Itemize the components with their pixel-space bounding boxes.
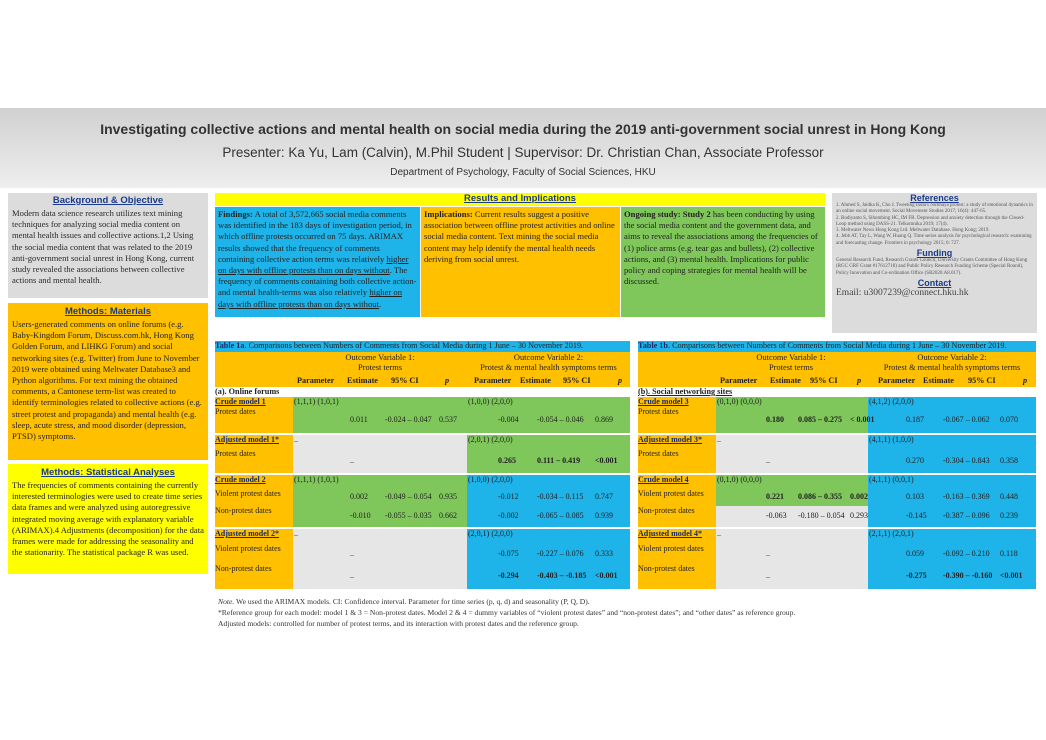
- contact-heading: Contact: [917, 277, 952, 288]
- outcome-2-sub: Protest & mental health symptoms terms: [480, 363, 617, 372]
- table-1a: [215, 341, 630, 591]
- row-label: Protest dates: [638, 449, 716, 473]
- outcome-1-cell: [716, 544, 868, 564]
- outcome-2-label: Outcome Variable 2:: [513, 353, 584, 362]
- model-label: Crude model 1: [215, 397, 293, 407]
- parameter-1: ..: [717, 529, 721, 538]
- p-value-2: 0.070: [1000, 415, 1018, 424]
- estimate-1: ..: [766, 549, 770, 558]
- ci-1: -0.049 – 0.054: [385, 492, 432, 501]
- row-label: Violent protest dates: [638, 489, 716, 506]
- row-label: Non-protest dates: [215, 506, 293, 527]
- parameter-2: (4,1,1) (0,0,1): [869, 475, 914, 484]
- column-header: p: [618, 376, 623, 385]
- estimate-2: 0.187: [906, 415, 924, 424]
- outcome-2-sub: Protest & mental health symptoms terms: [883, 363, 1021, 372]
- estimate-2: 0.059: [906, 549, 924, 558]
- p-value-1: 0.537: [439, 415, 457, 424]
- outcome-1-label: Outcome Variable 1:: [345, 353, 415, 362]
- model-label: Adjusted model 2*: [215, 529, 293, 544]
- outcome-header: [638, 352, 1036, 387]
- ci-1: -0.180 – 0.054: [798, 511, 845, 520]
- analyses-text: The frequencies of comments containing the currently interested terminologies were used to create time series data frames and were analyzed using autoregressive integrated moving average with explanatory variable (ARIMAX).4 Adjustments (decomposition) for the data frames were made for addressing the seasonality and the stationarity. The statistical package R was used.: [12, 480, 204, 558]
- ci-2: -0.163 – 0.369: [943, 492, 990, 501]
- background-section: [8, 193, 208, 298]
- parameter-1: ..: [717, 435, 721, 444]
- estimate-2: -0.004: [498, 415, 519, 424]
- outcome-1-cell: [716, 449, 868, 473]
- implications-box: [421, 207, 620, 317]
- model-label: Adjusted model 3*: [638, 435, 716, 449]
- ongoing-box: [621, 207, 825, 317]
- section-label: (a). Online forums: [215, 387, 630, 397]
- column-header: Estimate: [520, 376, 551, 385]
- estimate-2: -0.075: [498, 549, 519, 558]
- column-header: Parameter: [474, 376, 512, 385]
- ci-1: 0.086 – 0.355: [798, 492, 842, 501]
- outcome-1-cell: [293, 435, 467, 449]
- department-line: Department of Psychology, Faculty of Social Sciences, HKU: [390, 167, 656, 178]
- outcome-1-cell: [293, 529, 467, 544]
- parameter-1: ..: [294, 529, 298, 538]
- p-value-2: 0.869: [595, 415, 613, 424]
- ongoing-study: Study 2: [682, 209, 711, 219]
- column-header: 95% CI: [810, 376, 838, 385]
- outcome-header: [215, 352, 630, 387]
- column-header: p: [857, 376, 862, 385]
- estimate-2: 0.103: [906, 492, 924, 501]
- table-caption-text: . Comparisons between Numbers of Comments from Social Media during 1 June – 30 November 2019.: [667, 341, 1007, 350]
- materials-heading: Methods: Materials: [64, 306, 152, 317]
- contact-email[interactable]: Email: u3007239@connect.hku.hk: [836, 287, 969, 298]
- outcome-1-cell: [716, 564, 868, 589]
- parameter-2: (4,1,1) (1,0,0): [869, 435, 914, 444]
- p-value-1: 0.935: [439, 492, 457, 501]
- p-value-2: 0.448: [1000, 492, 1018, 501]
- note-label: Note.: [218, 597, 235, 606]
- p-value-2: 0.239: [1000, 511, 1018, 520]
- estimate-1: -0.010: [350, 511, 371, 520]
- row-label: Protest dates: [215, 407, 293, 433]
- ci-2: -0.387 – 0.096: [943, 511, 990, 520]
- findings-box: [215, 207, 420, 317]
- ci-2: -0.390 – -0.160: [943, 571, 993, 580]
- table-caption-text: . Comparisons between Numbers of Comments from Social Media during 1 June – 30 November 2019.: [244, 341, 584, 350]
- column-header: p: [445, 376, 450, 385]
- background-heading: Background & Objective: [52, 195, 164, 206]
- materials-section: [8, 303, 208, 460]
- implications-label: Implications:: [424, 209, 473, 219]
- p-value-2: <0.001: [595, 571, 618, 580]
- parameter-2: (1,0,0) (2,0,0): [468, 475, 513, 484]
- estimate-2: 0.270: [906, 456, 924, 465]
- column-header: Parameter: [878, 376, 916, 385]
- background-text: Modern data science research utilizes text mining techniques for analyzing social media content on mental health issues and collective actions.1,2 Using the social media content that was related to the 2019 anti-government social unrest in Hong Kong, current study revealed the associations between collective actions and mental health.: [12, 208, 195, 286]
- ci-2: -0.227 – 0.076: [537, 549, 584, 558]
- estimate-2: 0.265: [498, 456, 516, 465]
- findings-underline-1: higher on days with offline protests than on days without: [218, 253, 409, 276]
- analyses-heading: Methods: Statistical Analyses: [41, 467, 175, 478]
- estimate-1: -0.063: [766, 511, 787, 520]
- column-header: Parameter: [720, 376, 758, 385]
- p-value-2: 0.333: [595, 549, 613, 558]
- p-value-2: 0.747: [595, 492, 613, 501]
- results-header-bar: [215, 193, 825, 206]
- p-value-1: < 0.001: [850, 415, 875, 424]
- outcome-1-cell: [293, 544, 467, 564]
- outcome-1-cell: [716, 407, 868, 433]
- p-value-2: 0.358: [1000, 456, 1018, 465]
- row-label: Protest dates: [215, 449, 293, 473]
- model-label: Adjusted model 4*: [638, 529, 716, 544]
- outcome-1-label: Outcome Variable 1:: [756, 353, 826, 362]
- parameter-2: (2,0,1) (2,0,0): [468, 529, 513, 538]
- note-line: [218, 596, 1038, 607]
- table-caption: [638, 341, 1036, 352]
- estimate-1: 0.221: [766, 492, 784, 501]
- findings-end: .: [378, 298, 382, 309]
- ongoing-label: Ongoing study:: [624, 209, 681, 219]
- estimate-1: 0.002: [350, 492, 368, 501]
- ci-2: -0.067 – 0.062: [943, 415, 990, 424]
- ci-2: -0.403 – -0.185: [537, 571, 587, 580]
- analyses-section: [8, 464, 208, 574]
- ci-2: 0.111 – 0.419: [537, 456, 581, 465]
- parameter-1: ..: [294, 435, 298, 444]
- estimate-1: ..: [766, 571, 770, 580]
- ci-1: -0.024 – 0.047: [385, 415, 432, 424]
- ci-1: 0.085 – 0.275: [798, 415, 842, 424]
- p-value-1: 0.293: [850, 511, 868, 520]
- parameter-1: (0,1,0) (0,0,0): [717, 475, 762, 484]
- estimate-1: ..: [766, 456, 770, 465]
- ci-2: -0.304 – 0.843: [943, 456, 990, 465]
- row-label: Non-protest dates: [638, 506, 716, 527]
- reference-item: 4. Jebb AT, Tay L, Wang W, Huang Q. Time series analysis for psychological research: examining and forecasting change. Frontiers in psychology 2015; 6: 727.: [836, 234, 1032, 246]
- column-header: p: [1023, 376, 1028, 385]
- section-label: (b). Social networking sites: [638, 387, 1036, 397]
- row-label: Violent protest dates: [215, 544, 293, 564]
- column-header: Estimate: [347, 376, 378, 385]
- references-list: [836, 203, 1033, 247]
- results-heading: Results and Implications: [464, 193, 576, 204]
- table-caption: [215, 341, 630, 352]
- ci-2: -0.034 – 0.115: [537, 492, 584, 501]
- model-label: Crude model 4: [638, 475, 716, 489]
- p-value-1: 0.002: [850, 492, 868, 501]
- funding-text: General Research Fund, Research Grants Council, University Grants Committee of Hong Kong (RGC GRF Grant #17612718) and Public Policy Research Funding Scheme (Special Round), Policy Innovation and Co-ordination Office (SR2020.A8.017).: [836, 258, 1028, 276]
- presenter-line: Presenter: Ka Yu, Lam (Calvin), M.Phil Student | Supervisor: Dr. Christian Chan, Associate Professor: [222, 145, 824, 160]
- table-caption-bold: Table 1a: [215, 341, 245, 350]
- reference-item: 1. Ahmed S, Jaidka K, Cho J. Tweeting India's Nirbhaya protest: a study of emotional dynamics in an online social movement. Social Movement Studies 2017; 16(4): 447-65.: [836, 203, 1033, 215]
- outcome-1-cell: [716, 435, 868, 449]
- column-header: 95% CI: [391, 376, 419, 385]
- row-label: Violent protest dates: [215, 489, 293, 506]
- outcome-1-cell: [293, 449, 467, 473]
- reference-group-note: *Reference group for each model: model 1 & 3 = Non-protest dates. Model 2 & 4 = dummy variables of “violent protest dates” and “non-protest dates”; and “other dates” as reference group.: [218, 608, 796, 617]
- column-header: 95% CI: [563, 376, 591, 385]
- estimate-2: -0.012: [498, 492, 519, 501]
- parameter-1: (0,1,0) (0,0,0): [717, 397, 762, 406]
- table-caption-bold: Table 1b: [638, 341, 668, 350]
- estimate-2: -0.294: [498, 571, 519, 580]
- findings-label: Findings:: [218, 209, 253, 219]
- reference-item: 3. Meltwater News Hong Kong Ltd. Meltwater Database. Hong Kong; 2019.: [836, 228, 990, 234]
- p-value-2: <0.001: [595, 456, 618, 465]
- outcome-1-sub: Protest terms: [769, 363, 813, 372]
- estimate-1: ..: [350, 571, 354, 580]
- estimate-1: 0.180: [766, 415, 784, 424]
- reference-item: 2. Budiyanto S, Sihombing HC, IM FR. Depression and anxiety detection through the Closed-Loop method using DASS-21. Telkomnika 2019; 17(4).: [836, 215, 1025, 227]
- p-value-1: 0.662: [439, 511, 457, 520]
- findings-text: A total of 3,572,665 social media comments was identified in the 183 days of investigation period, in which offline protests occurred on 75 days. ARIMAX results showed that the frequency of comments containing collective action terms was relatively: [218, 209, 412, 264]
- estimate-2: -0.145: [906, 511, 927, 520]
- row-label: Non-protest dates: [638, 564, 716, 589]
- estimate-2: -0.275: [906, 571, 927, 580]
- ci-2: -0.065 – 0.085: [537, 511, 584, 520]
- parameter-1: (1,1,1) (1,0,1): [294, 475, 339, 484]
- implications-text: Current results suggest a positive association between offline protest activities and online social media content. Text mining the social media content may help identify the mental health needs deriving from social unrest.: [424, 209, 615, 264]
- outcome-1-cell: [716, 506, 868, 527]
- poster-title: Investigating collective actions and mental health on social media during the 2019 anti-government social unrest in Hong Kong: [100, 121, 946, 137]
- note-text: We used the ARIMAX models. CI: Confidence interval. Parameter for time series (p, q, d) and seasonality (P, Q, D).: [236, 597, 590, 606]
- column-header: Parameter: [297, 376, 335, 385]
- outcome-1-cell: [716, 489, 868, 506]
- references-heading: References: [910, 193, 959, 203]
- ci-2: -0.092 – 0.210: [943, 549, 990, 558]
- outcome-1-sub: Protest terms: [358, 363, 402, 372]
- row-label: Non-protest dates: [215, 564, 293, 589]
- p-value-2: 0.939: [595, 511, 613, 520]
- parameter-2: (2,0,1) (2,0,0): [468, 435, 513, 444]
- table-1b: [638, 341, 1036, 591]
- parameter-2: (2,1,1) (2,0,1): [869, 529, 914, 538]
- findings-underline-2: higher on days with offline protests than on days without: [218, 287, 403, 309]
- outcome-1-cell: [293, 564, 467, 589]
- model-label: Crude model 3: [638, 397, 716, 407]
- ci-1: -0.055 – 0.035: [385, 511, 432, 520]
- parameter-1: (1,1,1) (1,0,1): [294, 397, 339, 406]
- column-header: Estimate: [770, 376, 801, 385]
- adjusted-models-note: Adjusted models: controlled for number of protest terms, and its interaction with protest dates and the reference group.: [218, 619, 579, 628]
- estimate-1: ..: [350, 549, 354, 558]
- model-label: Adjusted model 1*: [215, 435, 293, 449]
- materials-text: Users-generated comments on online forums (e.g. Baby-Kingdom Forum, Discuss.com.hk, Hong Kong Golden Forum, and LIHKG Forum) and social networking sites (e.g. Twitter) from June to November 2019 were obtained using Meltwater Database3 and Python algorithms. For text mining the obtained comments, a Cantonese term-list was created to identify terminologies related to collective actions (e.g. street protest and propaganda) and mental health (e.g. sleep, acute stress, and mood disorder (depression, PTSD) symptoms.: [12, 319, 202, 442]
- column-header: Estimate: [923, 376, 954, 385]
- outcome-1-cell: [716, 529, 868, 544]
- outcome-2-label: Outcome Variable 2:: [917, 353, 987, 362]
- estimate-1: 0.011: [350, 415, 368, 424]
- findings-mid: . The frequency of comments containing both collective action- and mental health-terms was also relatively: [218, 265, 417, 298]
- model-label: Crude model 2: [215, 475, 293, 489]
- table-notes: [218, 596, 1038, 629]
- estimate-1: ..: [350, 456, 354, 465]
- row-label: Protest dates: [638, 407, 716, 433]
- references-section: [832, 193, 1037, 333]
- estimate-2: -0.002: [498, 511, 519, 520]
- funding-heading: Funding: [916, 248, 953, 259]
- parameter-2: (1,0,0) (2,0,0): [468, 397, 513, 406]
- p-value-2: <0.001: [1000, 571, 1023, 580]
- ci-2: -0.054 – 0.046: [537, 415, 584, 424]
- p-value-2: 0.118: [1000, 549, 1018, 558]
- row-label: Violent protest dates: [638, 544, 716, 564]
- ongoing-text: has been conducting by using the social media content and the government data, and aims to reveal the associations among the frequencies of (1) police arms (e.g. tear gas and bullets), (2) collective actions, and (3) mental health. Implications for public policy and coping strategies for mental health will be discussed.: [624, 209, 818, 287]
- parameter-2: (4,1,2) (2,0,0): [869, 397, 914, 406]
- column-header: 95% CI: [968, 376, 996, 385]
